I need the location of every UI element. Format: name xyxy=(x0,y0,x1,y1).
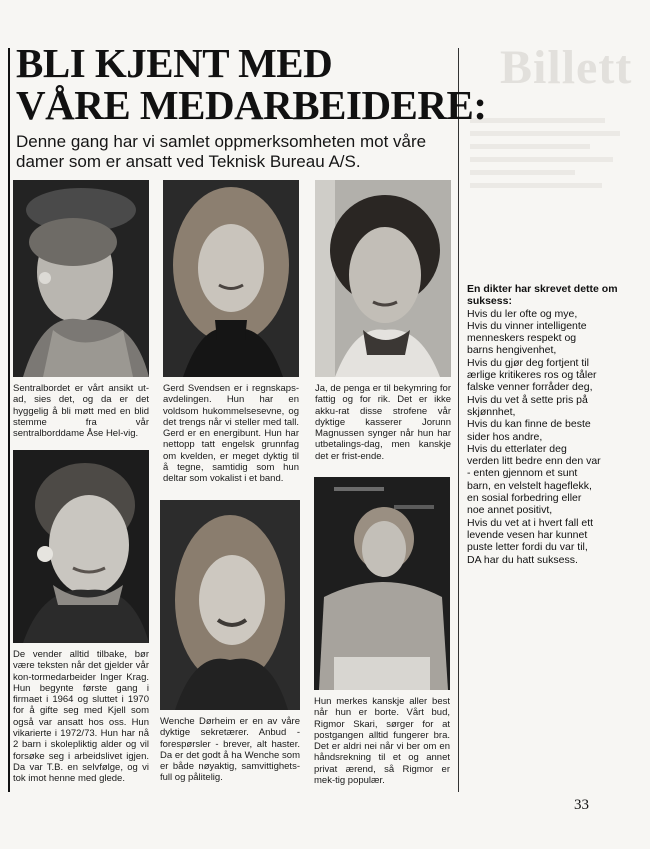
sidebar-poem xyxy=(467,283,632,566)
caption-ase-helvig: Sentralbordet er vårt ansikt ut-ad, sies det, og da er det hyggelig å bli møtt med en blid stemme fra vår sentralborddame Åse Hel-vig. xyxy=(13,383,149,440)
caption-jorunn-magnussen: Ja, de penga er til bekymring for fattig og for rik. Det er ikke akku-rat disse strofene vår dyktige kasserer Jorunn Magnussen synger når hun har utbetalings-dag, men kanskje det er frist-ende. xyxy=(315,383,451,462)
bleed-through-heading: Billett xyxy=(500,41,633,94)
poem-line: barn, en velstelt hageflekk, xyxy=(467,479,592,492)
page-number: 33 xyxy=(574,797,589,813)
sidebar-heading: En dikter har skrevet dette om suksess: xyxy=(467,283,618,308)
photo-jorunn-magnussen xyxy=(315,180,451,377)
title-line-1: BLI KJENT MED xyxy=(16,40,333,86)
poem-body xyxy=(467,308,632,566)
poem-line: ærlige kritikeres ros og tåler xyxy=(467,369,597,382)
poem-line: Hvis du kan finne de beste xyxy=(467,418,591,431)
caption-rigmor-skari: Hun merkes kanskje aller best når hun er borte. Vårt bud, Rigmor Skari, sørger for at postgangen alltid fungerer bra. Det er aldri nei når vi ber om en håndsrekning til et og annet privat ærend, så Rigmor er mek-tig populær. xyxy=(314,696,450,787)
poem-line: Hvis du gjør deg fortjent til xyxy=(467,356,589,369)
poem-line: - enten gjennom et sunt xyxy=(467,467,578,480)
bleed-through-text xyxy=(470,110,620,196)
intro-text: Denne gang har vi samlet oppmerksomheten mot våre damer som er ansatt ved Teknisk Bureau A/S. xyxy=(16,132,427,171)
photo-ase-helvig xyxy=(13,180,149,377)
left-column-rule xyxy=(8,48,10,792)
poem-line: Hvis du ler ofte og mye, xyxy=(467,307,578,320)
sidebar-column-rule xyxy=(458,48,459,792)
title-line-2: VÅRE MEDARBEIDERE: xyxy=(16,82,487,128)
poem-line: DA har du hatt suksess. xyxy=(467,553,578,566)
poem-line: falske venner forråder deg, xyxy=(467,381,593,394)
poem-line: en sosial forbedring eller xyxy=(467,492,582,505)
photo-inger-krag xyxy=(13,450,149,643)
caption-wenche-dorheim: Wenche Dørheim er en av våre dyktige sekretærer. Anbud - forespørsler - brever, alt haster. Da er det godt å ha Wenche som er både nøyaktig, samvittighets-full og pålitelig. xyxy=(160,716,300,784)
poem-line: puste letter fordi du var til, xyxy=(467,541,588,554)
poem-line: sider hos andre, xyxy=(467,430,543,443)
poem-line: levende vesen har kunnet xyxy=(467,528,588,541)
page-title xyxy=(16,42,487,126)
caption-inger-krag: De vender alltid tilbake, bør være teksten når det gjelder vår kon-tormedarbeider Inger Krag. Hun begynte første gang i firmaet i 1964 og sluttet i 1970 for å gifte seg med Kjell som også var ansatt hos oss. Hun vikarierte i 1972/73. Hun har nå 2 barn i skolepliktig alder og vil forsøke seg i arbeidslivet igjen. Da var T.B. en selvfølge, og vi tok imot henne med glede. xyxy=(13,649,149,785)
poem-line: Hvis du vinner intelligente xyxy=(467,319,587,332)
photo-wenche-dorheim xyxy=(160,500,300,710)
poem-line: menneskers respekt og xyxy=(467,332,577,345)
poem-line: verden litt bedre enn den var xyxy=(467,455,601,468)
poem-line: barns hengivenhet, xyxy=(467,344,557,357)
poem-line: noe annet positivt, xyxy=(467,504,553,517)
poem-line: Hvis du vet at i hvert fall ett xyxy=(467,516,594,529)
poem-line: Hvis du vet å sette pris på xyxy=(467,393,588,406)
poem-line: Hvis du etterlater deg xyxy=(467,442,567,455)
photo-gerd-svendsen xyxy=(163,180,299,377)
caption-gerd-svendsen: Gerd Svendsen er i regnskaps-avdelingen. Hun har en voldsom hukommelsesevne, og det trengs når vi steller med tall. Gerd er en energibunt. Hun har nettopp tatt engelsk grunnfag om kvelden, er meget dyktig til å tegne, samtidig som hun deltar som vokalist i et band. xyxy=(163,383,299,485)
photo-rigmor-skari xyxy=(314,477,450,690)
poem-line: skjønnhet, xyxy=(467,405,516,418)
